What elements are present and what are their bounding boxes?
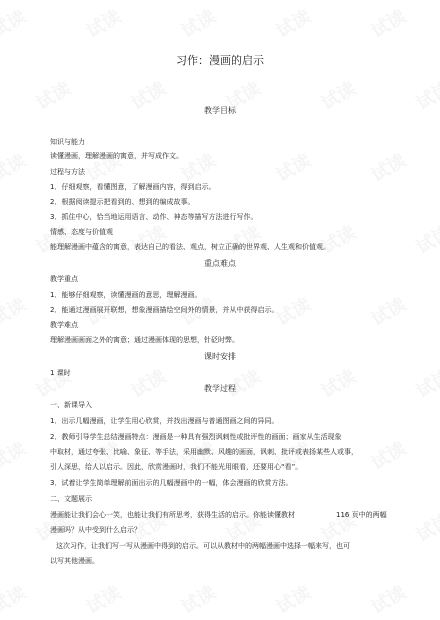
- schedule-text: 1 课时: [50, 369, 71, 377]
- goal-knowledge-text: 读懂漫画，理解漫画的寓意，并写成作文。: [50, 152, 183, 160]
- process-item-2-line-1: 2．教师引导学生总结漫画特点：漫画是一种具有强烈讽刺性或批评性的画面；画家从生活现象: [50, 433, 342, 441]
- goal-method-item-2: 2．根据阅读提示把看到的、想到的编成故事。: [50, 198, 195, 206]
- prompt-line-2: 漫画吗？从中受到什么启示？: [50, 526, 141, 534]
- instruction-line-2: 以写其他漫画。: [50, 557, 99, 565]
- page-title: 习作：漫画的启示: [176, 54, 264, 67]
- goal-knowledge-label: 知识与能力: [50, 138, 85, 146]
- process-part-1-label: 一、新课导入: [50, 401, 92, 409]
- goal-method-item-1: 1．仔细观察，看懂图意，了解漫画内容，得到启示。: [50, 183, 216, 191]
- focus-item-2: 2．能通过漫画展开联想，想象漫画描绘空间外的情景，并从中获得启示。: [50, 306, 279, 314]
- process-item-3: 3．试着让学生简单理解前面出示的几幅漫画中的一幅，体会漫画的欣赏方法。: [50, 479, 293, 487]
- difficulty-label: 教学难点: [50, 321, 78, 329]
- goal-method-label: 过程与方法: [50, 168, 85, 176]
- process-part-2-label: 二、文题展示: [50, 495, 92, 503]
- goal-emotion-text: 能理解漫画中蕴含的寓意，表达自己的看法、观点，树立正确的世界观、人生观和价值观。: [50, 243, 330, 251]
- goal-method-item-3: 3．抓住中心，恰当地运用语言、动作、神态等描写方法进行写作。: [50, 213, 258, 221]
- difficulty-text: 理解漫画画面之外的寓意；通过漫画体现的思想，针砭时弊。: [50, 336, 239, 344]
- focus-item-1: 1．能够仔细观察，读懂漫画的意思，理解漫画。: [50, 291, 202, 299]
- prompt-line-1-page-ref: 116 页中的两幅: [336, 511, 387, 519]
- section-process-heading: 教学过程: [204, 384, 236, 393]
- goal-emotion-label: 情感、态度与价值观: [50, 228, 113, 236]
- instruction-line-1: 这次习作，让我们写一写从漫画中得到的启示。可以从教材中的两幅漫画中选择一幅来写，也可: [56, 542, 350, 550]
- process-item-2-line-3: 引人深思，给人以启示。因此，欣赏漫画时，我们不能光用眼看，还要用心“看”。: [50, 463, 303, 471]
- section-keypoints-heading: 重点难点: [204, 259, 236, 268]
- process-item-1: 1．出示几幅漫画，让学生用心欣赏，并找出漫画与普通图画之间的异同。: [50, 417, 279, 425]
- section-schedule-heading: 课时安排: [204, 352, 236, 361]
- process-item-2-line-2: 中取材，通过夸张、比喻、象征、等手法，采用幽默、风趣的画面，讽刺、批评或表扬某些人或事，: [50, 448, 358, 456]
- section-goals-heading: 教学目标: [204, 106, 236, 115]
- prompt-line-1: 漫画能让我们会心一笑，也能让我们有所思考，获得生活的启示。你能读懂教材: [50, 511, 295, 519]
- focus-label: 教学重点: [50, 275, 78, 283]
